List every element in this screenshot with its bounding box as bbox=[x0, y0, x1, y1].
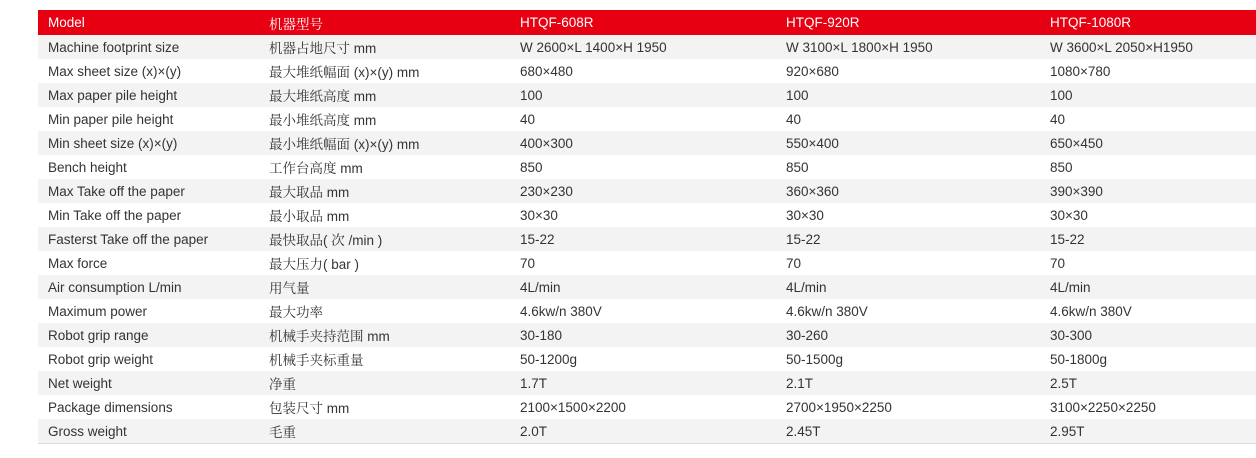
spec-name-cn: 机械手夹标重量 bbox=[269, 353, 364, 368]
table-row bbox=[38, 299, 1256, 323]
value-htqf-1080r: 15-22 bbox=[1050, 231, 1085, 247]
value-htqf-920r: 15-22 bbox=[786, 231, 821, 247]
spec-name-cn: 毛重 bbox=[269, 425, 296, 440]
value-htqf-608r: 4L/min bbox=[520, 279, 561, 295]
table-row bbox=[38, 419, 1256, 443]
table-row bbox=[38, 131, 1256, 155]
value-htqf-1080r: 3100×2250×2250 bbox=[1050, 399, 1156, 415]
spec-name-en: Max sheet size (x)×(y) bbox=[48, 63, 182, 79]
value-htqf-608r: 40 bbox=[520, 111, 536, 127]
value-htqf-920r: 4.6kw/n 380V bbox=[786, 303, 868, 319]
value-htqf-608r: 4.6kw/n 380V bbox=[520, 303, 602, 319]
value-htqf-608r: 2100×1500×2200 bbox=[520, 399, 626, 415]
value-htqf-920r: 2700×1950×2250 bbox=[786, 399, 892, 415]
header-htqf-920r: HTQF-920R bbox=[786, 15, 860, 30]
value-htqf-920r: 30×30 bbox=[786, 207, 824, 223]
table-bottom-divider bbox=[38, 443, 1256, 444]
spec-name-cn: 最大压力( bar ) bbox=[269, 257, 360, 272]
value-htqf-920r: 850 bbox=[786, 159, 809, 175]
spec-name-en: Machine footprint size bbox=[48, 39, 180, 55]
spec-name-cn: 最小堆纸高度 mm bbox=[269, 113, 377, 128]
value-htqf-1080r: 4L/min bbox=[1050, 279, 1091, 295]
value-htqf-608r: 1.7T bbox=[520, 375, 548, 391]
spec-name-cn: 包装尺寸 mm bbox=[269, 401, 350, 416]
spec-name-cn: 最大取品 mm bbox=[269, 185, 350, 200]
value-htqf-1080r: 4.6kw/n 380V bbox=[1050, 303, 1132, 319]
value-htqf-1080r: 40 bbox=[1050, 111, 1066, 127]
header-htqf-608r: HTQF-608R bbox=[520, 15, 594, 30]
value-htqf-1080r: 70 bbox=[1050, 255, 1066, 271]
spec-name-cn: 最大堆纸高度 mm bbox=[269, 89, 377, 104]
spec-name-en: Robot grip weight bbox=[48, 351, 154, 367]
table-body bbox=[38, 35, 1256, 443]
table-header-row bbox=[38, 10, 1256, 35]
spec-name-en: Min sheet size (x)×(y) bbox=[48, 135, 178, 151]
value-htqf-1080r: 390×390 bbox=[1050, 183, 1103, 199]
value-htqf-920r: 40 bbox=[786, 111, 802, 127]
spec-name-en: Max paper pile height bbox=[48, 87, 178, 103]
spec-name-cn: 机器占地尺寸 mm bbox=[269, 41, 377, 56]
value-htqf-920r: 100 bbox=[786, 87, 809, 103]
spec-name-cn: 最快取品( 次 /min ) bbox=[269, 233, 383, 248]
value-htqf-920r: 30-260 bbox=[786, 327, 829, 343]
table-row bbox=[38, 107, 1256, 131]
table-row bbox=[38, 323, 1256, 347]
value-htqf-920r: 360×360 bbox=[786, 183, 839, 199]
table-row bbox=[38, 83, 1256, 107]
header-model-label: Model bbox=[48, 15, 85, 30]
table-row bbox=[38, 155, 1256, 179]
value-htqf-608r: 100 bbox=[520, 87, 543, 103]
spec-name-en: Fasterst Take off the paper bbox=[48, 231, 209, 247]
value-htqf-1080r: 1080×780 bbox=[1050, 63, 1111, 79]
value-htqf-920r: 50-1500g bbox=[786, 351, 844, 367]
table-row bbox=[38, 227, 1256, 251]
spec-name-cn: 净重 bbox=[269, 377, 296, 392]
table-row bbox=[38, 179, 1256, 203]
spec-name-en: Max Take off the paper bbox=[48, 183, 185, 199]
spec-name-cn: 用气量 bbox=[269, 281, 310, 296]
table-row bbox=[38, 275, 1256, 299]
spec-name-en: Gross weight bbox=[48, 423, 127, 439]
value-htqf-920r: 70 bbox=[786, 255, 802, 271]
spec-name-en: Max force bbox=[48, 255, 108, 271]
spec-name-en: Maximum power bbox=[48, 303, 148, 319]
value-htqf-608r: W 2600×L 1400×H 1950 bbox=[520, 39, 667, 55]
spec-name-cn: 机械手夹持范围 mm bbox=[269, 329, 390, 344]
spec-name-cn: 工作台高度 mm bbox=[269, 161, 363, 176]
spec-name-en: Net weight bbox=[48, 375, 112, 391]
value-htqf-920r: 4L/min bbox=[786, 279, 827, 295]
table-row bbox=[38, 347, 1256, 371]
header-model-label-cn: 机器型号 bbox=[269, 16, 323, 32]
spec-name-cn: 最大堆纸幅面 (x)×(y) mm bbox=[269, 65, 420, 80]
spec-name-en: Robot grip range bbox=[48, 327, 149, 343]
value-htqf-608r: 70 bbox=[520, 255, 536, 271]
spec-name-cn: 最小取品 mm bbox=[269, 209, 350, 224]
value-htqf-608r: 30×30 bbox=[520, 207, 558, 223]
spec-name-cn: 最大功率 bbox=[269, 305, 323, 320]
value-htqf-1080r: W 3600×L 2050×H1950 bbox=[1050, 39, 1193, 55]
value-htqf-608r: 30-180 bbox=[520, 327, 563, 343]
value-htqf-608r: 2.0T bbox=[520, 423, 548, 439]
header-htqf-1080r: HTQF-1080R bbox=[1050, 15, 1132, 30]
value-htqf-1080r: 2.5T bbox=[1050, 375, 1078, 391]
value-htqf-608r: 850 bbox=[520, 159, 543, 175]
value-htqf-920r: 2.45T bbox=[786, 423, 821, 439]
value-htqf-1080r: 50-1800g bbox=[1050, 351, 1108, 367]
table-row bbox=[38, 371, 1256, 395]
value-htqf-608r: 680×480 bbox=[520, 63, 573, 79]
value-htqf-1080r: 2.95T bbox=[1050, 423, 1085, 439]
spec-name-en: Package dimensions bbox=[48, 399, 173, 415]
table-row bbox=[38, 59, 1256, 83]
table-row bbox=[38, 251, 1256, 275]
value-htqf-920r: 550×400 bbox=[786, 135, 839, 151]
table-row bbox=[38, 35, 1256, 59]
value-htqf-920r: W 3100×L 1800×H 1950 bbox=[786, 39, 933, 55]
value-htqf-920r: 2.1T bbox=[786, 375, 814, 391]
spec-table bbox=[38, 10, 1256, 444]
value-htqf-608r: 400×300 bbox=[520, 135, 573, 151]
spec-name-en: Min Take off the paper bbox=[48, 207, 182, 223]
value-htqf-1080r: 30×30 bbox=[1050, 207, 1088, 223]
value-htqf-920r: 920×680 bbox=[786, 63, 839, 79]
value-htqf-1080r: 850 bbox=[1050, 159, 1073, 175]
value-htqf-608r: 230×230 bbox=[520, 183, 573, 199]
spec-name-en: Bench height bbox=[48, 159, 127, 175]
spec-name-en: Min paper pile height bbox=[48, 111, 174, 127]
value-htqf-608r: 50-1200g bbox=[520, 351, 578, 367]
spec-name-cn: 最小堆纸幅面 (x)×(y) mm bbox=[269, 137, 420, 152]
value-htqf-608r: 15-22 bbox=[520, 231, 555, 247]
value-htqf-1080r: 30-300 bbox=[1050, 327, 1093, 343]
value-htqf-1080r: 650×450 bbox=[1050, 135, 1103, 151]
table-row bbox=[38, 395, 1256, 419]
table-row bbox=[38, 203, 1256, 227]
value-htqf-1080r: 100 bbox=[1050, 87, 1073, 103]
spec-name-en: Air consumption L/min bbox=[48, 279, 182, 295]
